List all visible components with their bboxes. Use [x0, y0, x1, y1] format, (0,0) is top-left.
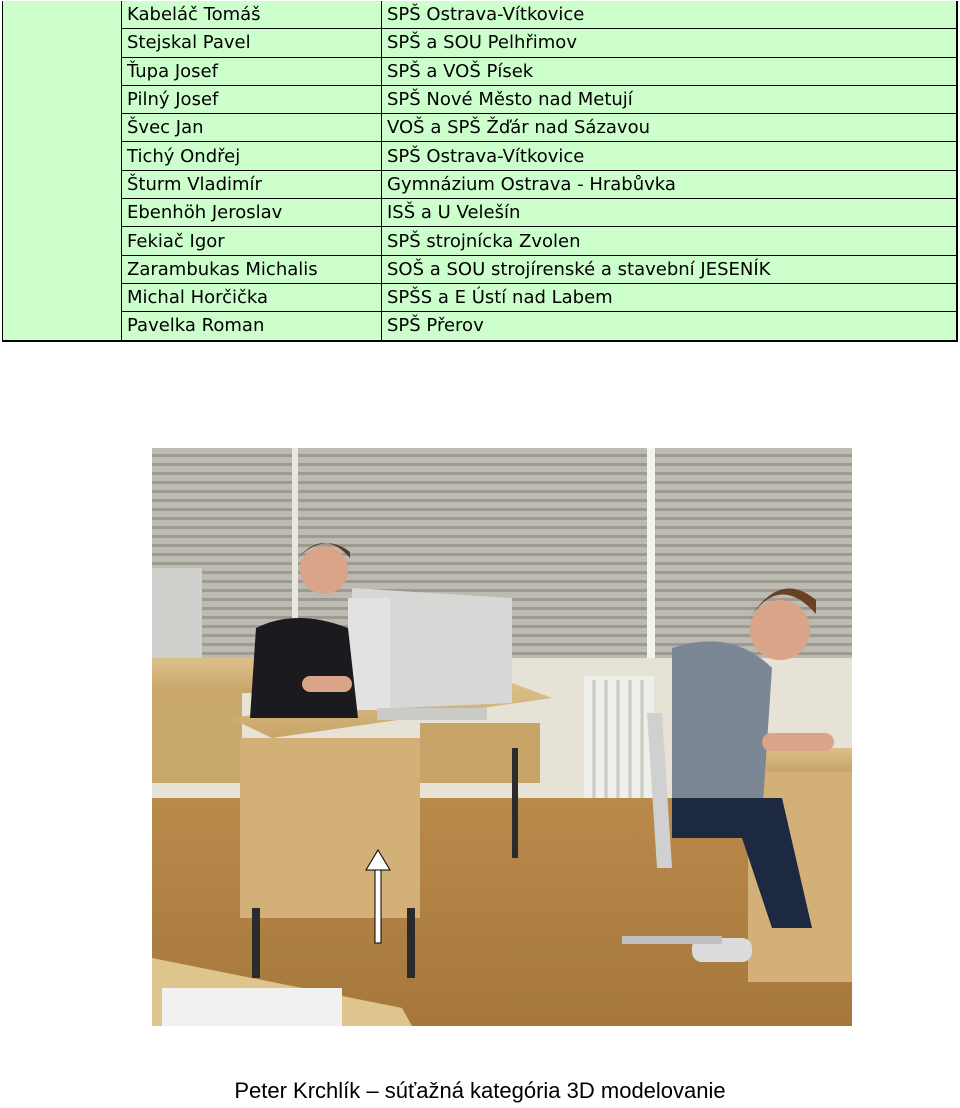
table-row — [3, 170, 958, 198]
row-empty-cell — [3, 1, 122, 29]
participant-school: SOŠ a SOU strojírenské a stavební JESENÍK — [382, 255, 958, 283]
participant-name: Švec Jan — [122, 114, 382, 142]
participants-table-body — [3, 1, 958, 341]
table-row — [3, 227, 958, 255]
participant-school: ISŠ a U Velešín — [382, 199, 958, 227]
classroom-photo — [152, 448, 852, 1026]
table-row — [3, 114, 958, 142]
table-row — [3, 283, 958, 311]
participant-school: SPŠ Nové Město nad Metují — [382, 85, 958, 113]
participant-name: Ebenhöh Jeroslav — [122, 199, 382, 227]
table-row — [3, 312, 958, 341]
participant-name: Pavelka Roman — [122, 312, 382, 341]
table-row — [3, 142, 958, 170]
participant-school: SPŠ a VOŠ Písek — [382, 57, 958, 85]
row-empty-cell — [3, 142, 122, 170]
table-row — [3, 1, 958, 29]
row-empty-cell — [3, 199, 122, 227]
row-empty-cell — [3, 29, 122, 57]
table-row — [3, 255, 958, 283]
row-empty-cell — [3, 227, 122, 255]
participant-name: Šturm Vladimír — [122, 170, 382, 198]
row-empty-cell — [3, 255, 122, 283]
participant-name: Tichý Ondřej — [122, 142, 382, 170]
participant-name: Michal Horčička — [122, 283, 382, 311]
participants-table — [2, 1, 958, 342]
row-empty-cell — [3, 114, 122, 142]
participant-school: VOŠ a SPŠ Žďár nad Sázavou — [382, 114, 958, 142]
participant-school: SPŠS a E Ústí nad Labem — [382, 283, 958, 311]
row-empty-cell — [3, 283, 122, 311]
participant-name: Pilný Josef — [122, 85, 382, 113]
participant-name: Kabeláč Tomáš — [122, 1, 382, 29]
table-row — [3, 199, 958, 227]
photo-classroom-students-at-computers — [152, 448, 852, 1026]
participant-school: SPŠ a SOU Pelhřimov — [382, 29, 958, 57]
photo-caption: Peter Krchlík – súťažná kategória 3D modelovanie — [234, 1078, 726, 1103]
participant-school: SPŠ Přerov — [382, 312, 958, 341]
participant-school: SPŠ strojnícka Zvolen — [382, 227, 958, 255]
table-row — [3, 57, 958, 85]
row-empty-cell — [3, 57, 122, 85]
participant-school: SPŠ Ostrava-Vítkovice — [382, 142, 958, 170]
participant-name: Ťupa Josef — [122, 57, 382, 85]
row-empty-cell — [3, 312, 122, 341]
participant-name: Stejskal Pavel — [122, 29, 382, 57]
row-empty-cell — [3, 170, 122, 198]
table-row — [3, 85, 958, 113]
participant-school: SPŠ Ostrava-Vítkovice — [382, 1, 958, 29]
table-row — [3, 29, 958, 57]
participant-school: Gymnázium Ostrava - Hrabůvka — [382, 170, 958, 198]
participant-name: Fekiač Igor — [122, 227, 382, 255]
row-empty-cell — [3, 85, 122, 113]
participant-name: Zarambukas Michalis — [122, 255, 382, 283]
